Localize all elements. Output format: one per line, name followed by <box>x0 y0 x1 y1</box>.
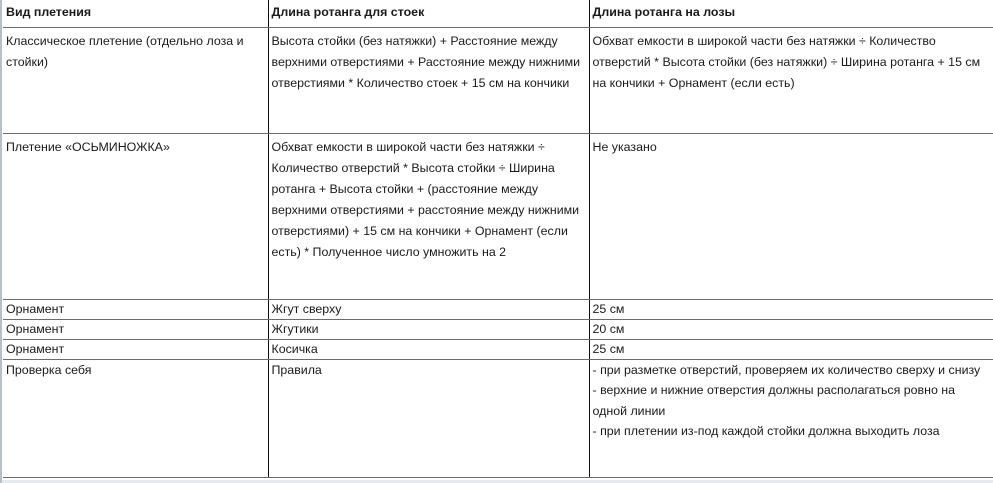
cell-vines-length[interactable]: Обхват емкости в широкой части без натяжки ÷ Количество отверстий * Высота стойки (без натяжки) ÷ Ширина ротанга + 15 см на кончики + Орнамент (если есть) <box>589 27 993 133</box>
cell-vines-length[interactable]: 20 см <box>589 319 993 339</box>
rule-line: - при разметке отверстий, проверяем их количество сверху и снизу <box>592 362 981 377</box>
cell-weave-type[interactable]: Проверка себя <box>3 359 268 477</box>
cell-vines-length[interactable]: 25 см <box>589 299 993 319</box>
cell-weave-type[interactable]: Классическое плетение (отдельно лоза и стойки) <box>3 27 268 133</box>
header-row <box>3 0 993 27</box>
cell-posts-length[interactable]: Жгутики <box>268 319 589 339</box>
cell-weave-type[interactable]: Орнамент <box>3 299 268 319</box>
table-row <box>3 133 993 299</box>
header-vines-length[interactable]: Длина ротанга на лозы <box>589 0 993 27</box>
cell-posts-length[interactable]: Жгут сверху <box>268 299 589 319</box>
table-row <box>3 27 993 133</box>
cell-posts-length[interactable]: Правила <box>268 359 589 477</box>
cell-vines-length[interactable]: 25 см <box>589 339 993 359</box>
cell-weave-type[interactable]: Плетение «ОСЬМИНОЖКА» <box>3 133 268 299</box>
cell-weave-type[interactable]: Орнамент <box>3 339 268 359</box>
rule-line: - верхние и нижние отверстия должны располагаться ровно на одной линии <box>592 383 956 418</box>
rattan-length-table <box>3 0 993 478</box>
cell-posts-length[interactable]: Высота стойки (без натяжки) + Расстояние между верхними отверстиями + Расстояние между нижними отверстиями * Количество стоек + 15 см на кончики <box>268 27 589 133</box>
table-row <box>3 359 993 477</box>
cell-posts-length[interactable]: Косичка <box>268 339 589 359</box>
cell-vines-length[interactable]: Не указано <box>589 133 993 299</box>
table-row <box>3 319 993 339</box>
header-weave-type[interactable]: Вид плетения <box>3 0 268 27</box>
rule-line: - при плетении из-под каждой стойки должна выходить лоза <box>592 424 940 438</box>
table-row <box>3 339 993 359</box>
table-row <box>3 299 993 319</box>
cell-self-check-rules[interactable] <box>589 359 993 477</box>
cell-posts-length[interactable]: Обхват емкости в широкой части без натяжки ÷ Количество отверстий * Высота стойки ÷ Ширина ротанга + Высота стойки + (расстояние между верхними отверстиями + расстояние между нижними отверстиями) + 15 см на кончики + Орнамент (если есть) * Полученное число умножить на 2 <box>268 133 589 299</box>
cell-weave-type[interactable]: Орнамент <box>3 319 268 339</box>
header-posts-length[interactable]: Длина ротанга для стоек <box>268 0 589 27</box>
